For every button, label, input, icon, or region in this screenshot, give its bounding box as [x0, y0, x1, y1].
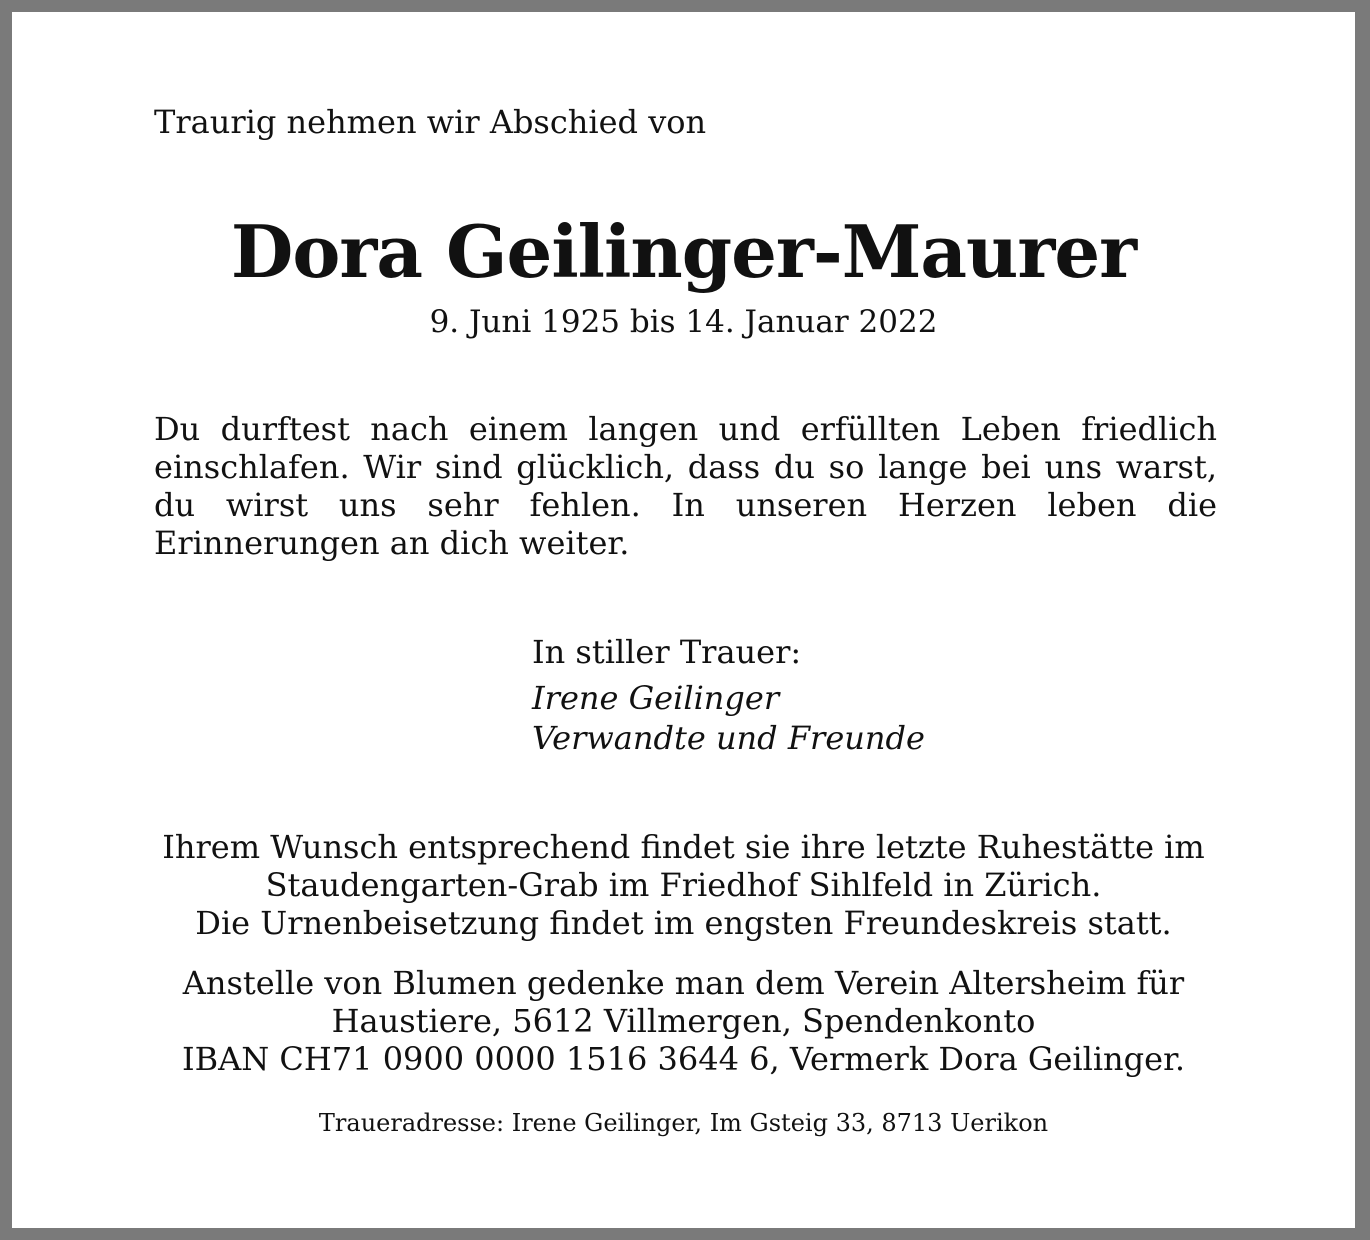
mourner-name: Irene Geilinger: [532, 679, 780, 717]
mourning-address: Traueradresse: Irene Geilinger, Im Gsteig 33, 8713 Uerikon: [318, 1109, 1049, 1137]
tribute-paragraph: Du durftest nach einem langen und erfüllten Leben friedlich einschlafen. Wir sind glücklich, dass du so lange bei uns warst, du wirst uns sehr fehlen. In unseren Herzen leben die Erinnerungen an dich weiter.: [154, 410, 1217, 562]
donation-line: Haustiere, 5612 Villmergen, Spendenkonto: [331, 1002, 1036, 1040]
mourner-relatives: Verwandte und Freunde: [532, 719, 925, 757]
obituary-notice: [12, 12, 1355, 1228]
mourning-section: [532, 632, 925, 758]
deceased-name: Dora Geilinger-Maurer: [230, 209, 1137, 294]
intro-text: Traurig nehmen wir Abschied von: [154, 103, 707, 141]
life-dates: 9. Juni 1925 bis 14. Januar 2022: [429, 304, 938, 340]
mourning-heading: In stiller Trauer:: [532, 633, 802, 671]
donation-info: [12, 964, 1355, 1078]
burial-line: Ihrem Wunsch entsprechend findet sie ihre letzte Ruhestätte im: [162, 828, 1205, 866]
burial-line: Die Urnenbeisetzung findet im engsten Freundeskreis statt.: [195, 904, 1172, 942]
donation-line: Anstelle von Blumen gedenke man dem Verein Altersheim für: [182, 964, 1185, 1002]
burial-info: [12, 828, 1355, 942]
donation-line: IBAN CH71 0900 0000 1516 3644 6, Vermerk Dora Geilinger.: [181, 1040, 1186, 1078]
burial-line: Staudengarten-Grab im Friedhof Sihlfeld in Zürich.: [265, 866, 1102, 904]
